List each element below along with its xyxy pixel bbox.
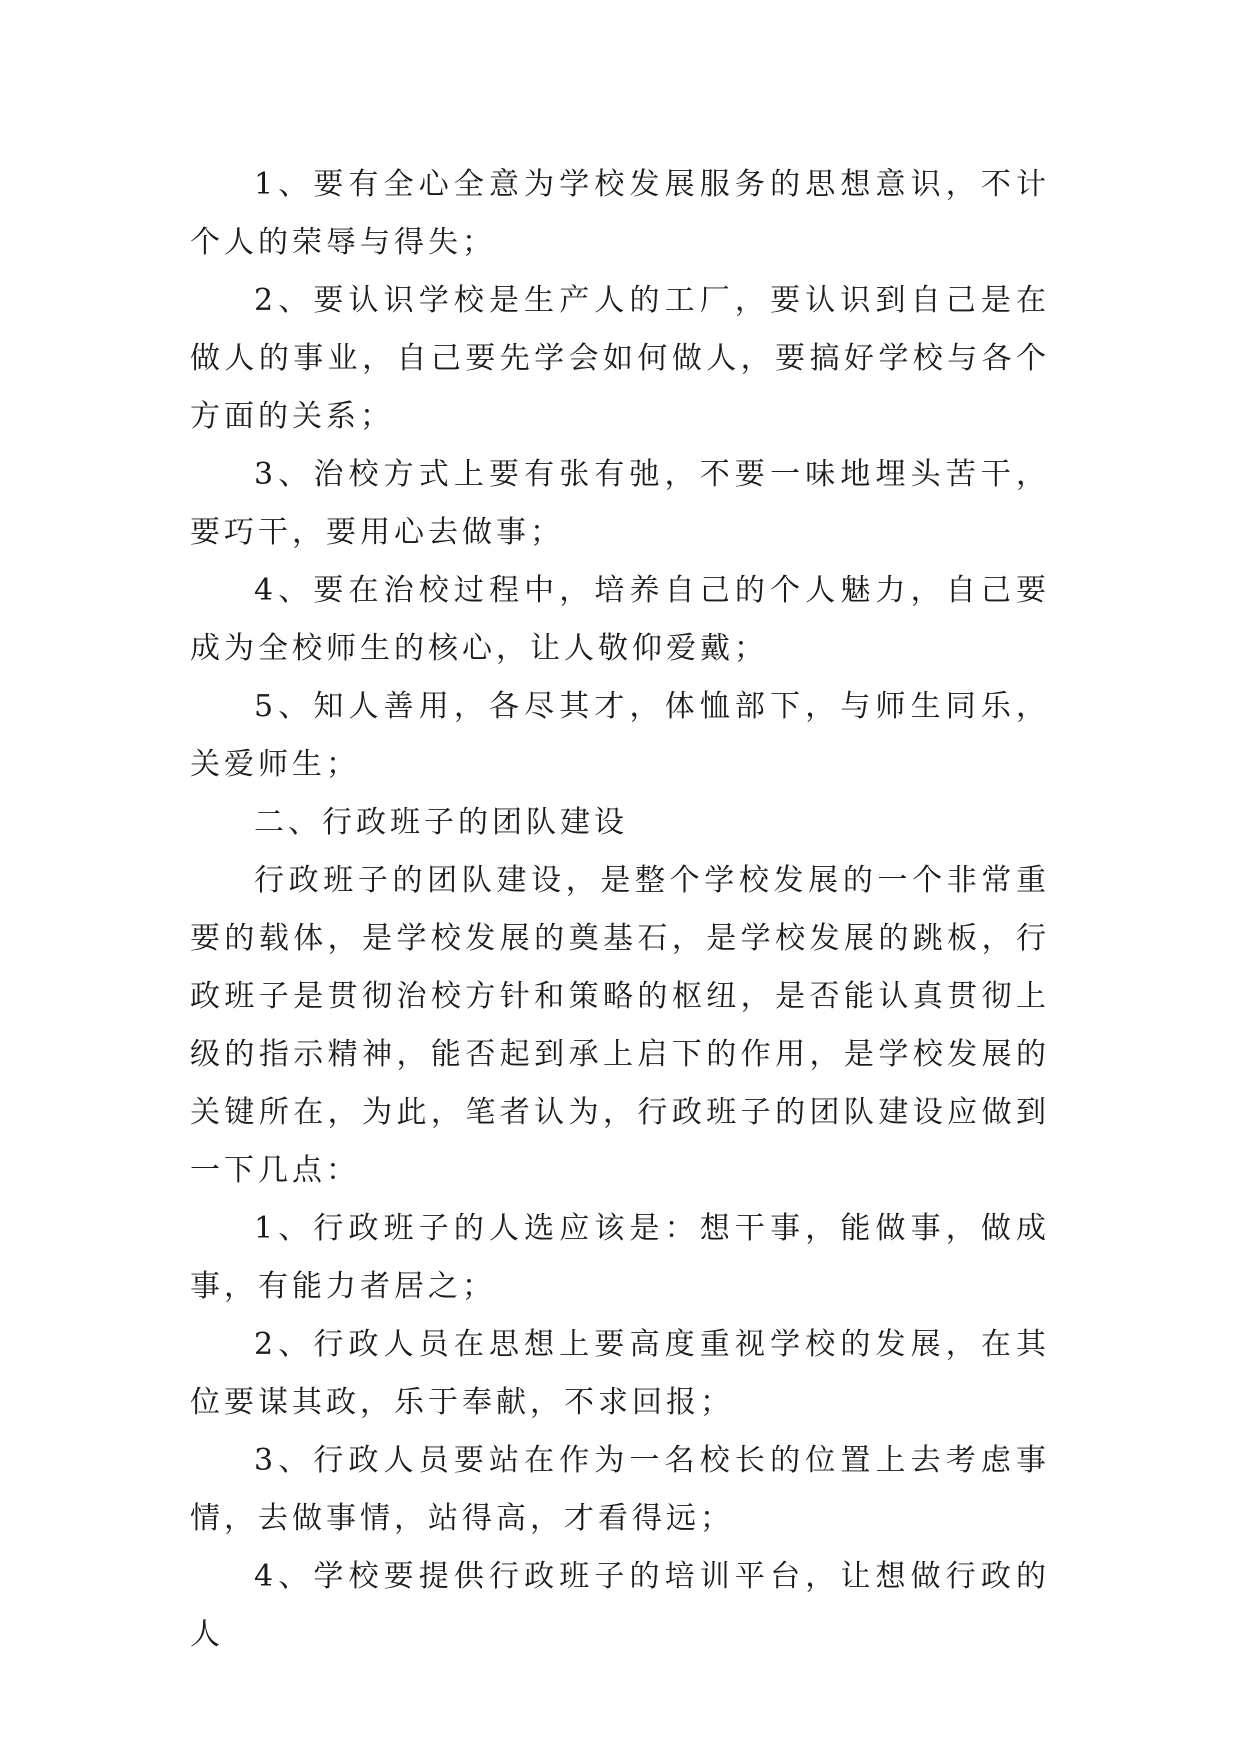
paragraph-team-item-1: 1、行政班子的人选应该是：想干事，能做事，做成事，有能力者居之；: [190, 1211, 1050, 1304]
paragraph-team-building-intro: 行政班子的团队建设，是整个学校发展的一个非常重要的载体，是学校发展的奠基石，是学校发展的跳板，行政班子是贯彻治校方针和策略的枢纽，是否能认真贯彻上级的指示精神，能否起到承上启下的作用，是学校发展的关键所在，为此，笔者认为，行政班子的团队建设应做到一下几点：: [190, 863, 1050, 1188]
paragraph-team-item-2: 2、行政人员在思想上要高度重视学校的发展，在其位要谋其政，乐于奉献，不求回报；: [190, 1327, 1050, 1420]
paragraph-principal-item-3: 3、治校方式上要有张有弛，不要一味地埋头苦干，要巧干，要用心去做事；: [190, 457, 1050, 550]
paragraph-principal-item-4: 4、要在治校过程中，培养自己的个人魅力，自己要成为全校师生的核心，让人敬仰爱戴；: [190, 573, 1050, 666]
paragraph-principal-item-2: 2、要认识学校是生产人的工厂，要认识到自己是在做人的事业，自己要先学会如何做人，要搞好学校与各个方面的关系；: [190, 283, 1050, 434]
document-body: [190, 156, 1050, 1664]
paragraph-principal-item-1: 1、要有全心全意为学校发展服务的思想意识，不计个人的荣辱与得失；: [190, 167, 1050, 260]
paragraph-team-item-4: 4、学校要提供行政班子的培训平台，让想做行政的人: [190, 1559, 1050, 1652]
paragraph-principal-item-5: 5、知人善用，各尽其才，体恤部下，与师生同乐，关爱师生；: [190, 689, 1050, 782]
paragraph-team-item-3: 3、行政人员要站在作为一名校长的位置上去考虑事情，去做事情，站得高，才看得远；: [190, 1443, 1050, 1536]
section-heading-team-building: 二、行政班子的团队建设: [254, 805, 628, 840]
